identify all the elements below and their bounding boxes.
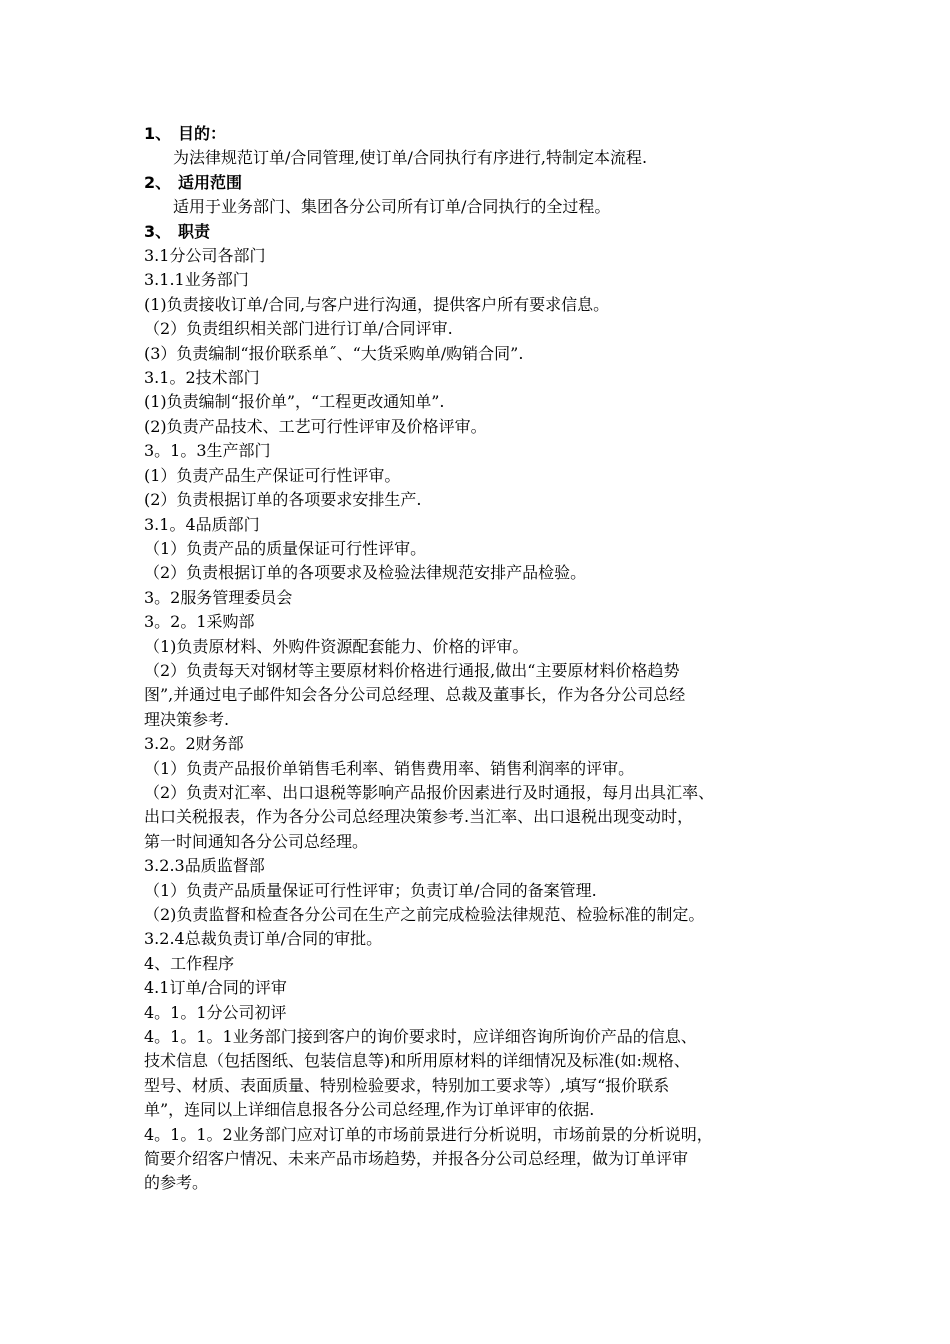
section-heading-scope [144, 171, 824, 195]
text-line: 型号、材质、表面质量、特别检验要求，特别加工要求等）,填写“报价联系 [144, 1075, 670, 1095]
text-line: （1）负责产品质量保证可行性评审；负责订单/合同的备案管理. [144, 880, 597, 900]
text-line: 3。2服务管理委员会 [144, 587, 293, 607]
text-line: (1)负责接收订单/合同,与客户进行沟通，提供客户所有要求信息。 [144, 294, 610, 314]
section-number: 2、 [144, 172, 172, 192]
text-line: 第一时间通知各分公司总经理。 [144, 831, 369, 851]
text-line: 4、工作程序 [144, 953, 235, 973]
text-line: 单”，连同以上详细信息报各分公司总经理,作为订单评审的依据. [144, 1100, 595, 1120]
section-number: 1、 [144, 124, 172, 143]
text-line: 简要介绍客户情况、未来产品市场趋势，并报各分公司总经理，做为订单评审 [144, 1149, 689, 1169]
text-line: 3.1。2技术部门 [144, 368, 260, 388]
text-line: 4。1。1。2业务部门应对订单的市场前景进行分析说明，市场前景的分析说明， [144, 1124, 713, 1144]
text-line: （2）负责每天对钢材等主要原材料价格进行通报,做出“主要原材料价格趋势 [144, 660, 680, 680]
text-line: (1）负责产品生产保证可行性评审。 [144, 465, 401, 485]
text-line: (3）负责编制“报价联系单˝、“大货采购单/购销合同”. [144, 343, 524, 363]
section-body-purpose: 为法律规范订单/合同管理,使订单/合同执行有序进行,特制定本流程. [173, 148, 648, 168]
section-heading-purpose [144, 122, 824, 146]
text-line: 3.1分公司各部门 [144, 246, 266, 266]
text-line: 4。1。1分公司初评 [144, 1002, 287, 1022]
text-line: 理决策参考. [144, 709, 230, 729]
text-line: （2）负责根据订单的各项要求及检验法律规范安排产品检验。 [144, 563, 587, 583]
text-line: 3。2。1采购部 [144, 612, 255, 632]
text-line: (2)负责产品技术、工艺可行性评审及价格评审。 [144, 416, 487, 436]
text-line: 3.2.4总裁负责订单/合同的审批。 [144, 929, 383, 949]
text-line: （1)负责原材料、外购件资源配套能力、价格的评审。 [144, 636, 529, 656]
section-heading-duties [144, 220, 824, 244]
text-line: （1）负责产品报价单销售毛利率、销售费用率、销售利润率的评审。 [144, 758, 635, 778]
text-line: 的参考。 [144, 1173, 209, 1193]
text-line: 3.1.1业务部门 [144, 270, 249, 290]
text-line: （1）负责产品的质量保证可行性评审。 [144, 538, 427, 558]
text-line: (2）负责根据订单的各项要求安排生产. [144, 490, 422, 510]
text-line: 4。1。1。1业务部门接到客户的询价要求时，应详细咨询所询价产品的信息、 [144, 1027, 697, 1047]
text-line: （2)负责监督和检查各分公司在生产之前完成检验法律规范、检验标准的制定。 [144, 905, 705, 924]
text-line: 3.1。4品质部门 [144, 514, 260, 534]
section-number: 3、 [144, 221, 172, 241]
text-line: 出口关税报表，作为各分公司总经理决策参考.当汇率、出口退税出现变动时， [144, 807, 694, 827]
text-line: 3。1。3生产部门 [144, 441, 271, 461]
text-line: 图”,并通过电子邮件知会各分公司总经理、总裁及董事长，作为各分公司总经 [144, 685, 686, 705]
text-line: 3.2。2财务部 [144, 734, 244, 754]
text-line: 3.2.3品质监督部 [144, 856, 265, 876]
section-body-scope: 适用于业务部门、集团各分公司所有订单/合同执行的全过程。 [173, 197, 611, 217]
section-title: 目的： [178, 124, 227, 143]
text-line: （2）负责对汇率、出口退税等影响产品报价因素进行及时通报，每月出具汇率、 [144, 782, 715, 802]
text-line: 技术信息（包括图纸、包装信息等)和所用原材料的详细情况及标准(如:规格、 [144, 1051, 690, 1071]
document-page [144, 122, 824, 1196]
text-line: 4.1订单/合同的评审 [144, 978, 287, 998]
text-line: (1)负责编制“报价单”，“工程更改通知单”. [144, 392, 445, 412]
section-title: 适用范围 [178, 172, 243, 192]
section-title: 职责 [178, 221, 211, 241]
text-line: （2）负责组织相关部门进行订单/合同评审. [144, 319, 453, 339]
